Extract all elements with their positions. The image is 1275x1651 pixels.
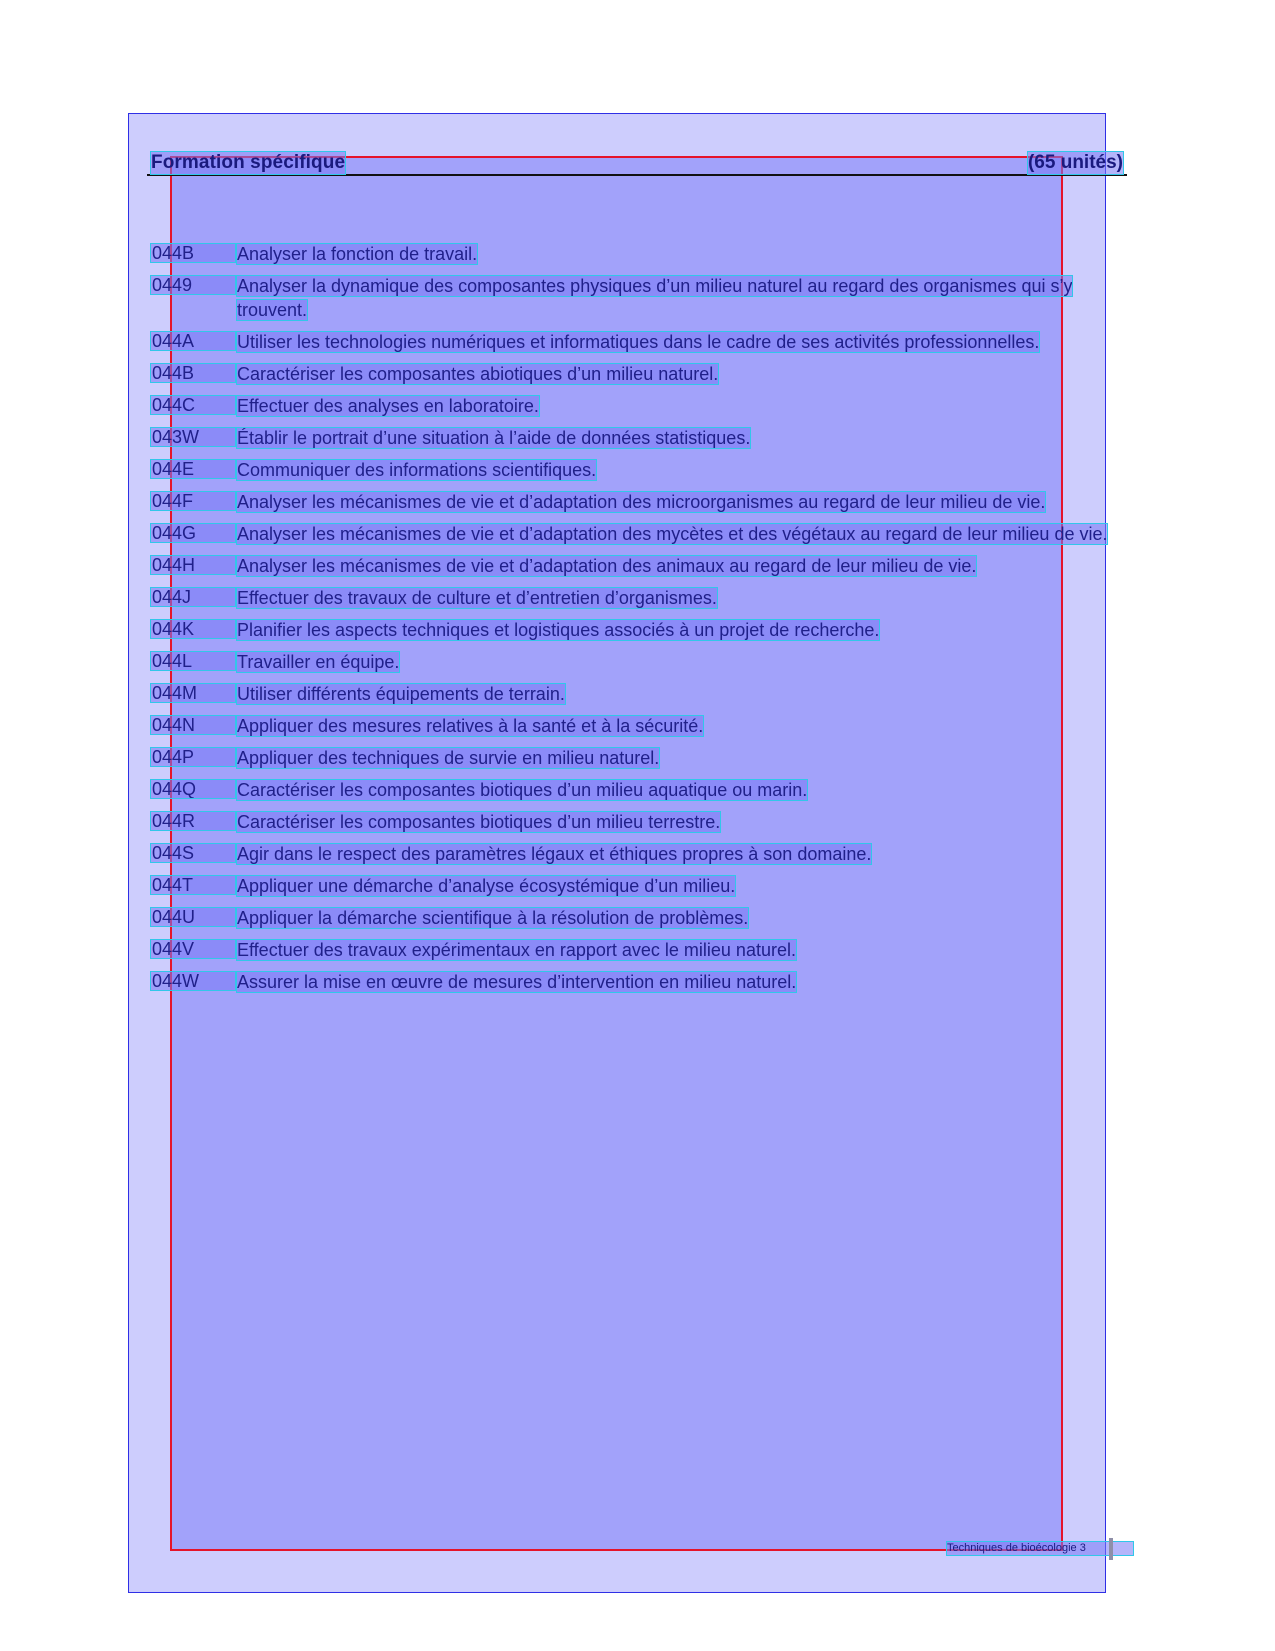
- competency-code: 044U: [151, 908, 235, 926]
- list-item: [151, 394, 1116, 418]
- list-item: [151, 682, 1116, 706]
- competency-text: Appliquer une démarche d’analyse écosystémique d’un milieu.: [237, 876, 736, 896]
- competency-code: 0449: [151, 276, 235, 294]
- list-item: [151, 362, 1116, 386]
- competency-code: 044J: [151, 588, 235, 606]
- competency-text: Établir le portrait d’une situation à l’aide de données statistiques.: [237, 428, 751, 448]
- list-item: [151, 522, 1116, 546]
- list-item: [151, 490, 1116, 514]
- list-item: [151, 874, 1116, 898]
- list-item: [151, 778, 1116, 802]
- competency-text: Appliquer la démarche scientifique à la résolution de problèmes.: [237, 908, 749, 928]
- competency-text: Caractériser les composantes biotiques d’un milieu terrestre.: [237, 812, 721, 832]
- list-item: [151, 842, 1116, 866]
- competency-code: 044K: [151, 620, 235, 638]
- competency-code: 044R: [151, 812, 235, 830]
- list-item: [151, 618, 1116, 642]
- list-item: [151, 906, 1116, 930]
- competency-code: 044M: [151, 684, 235, 702]
- competency-code: 044A: [151, 332, 235, 350]
- competency-code: 043W: [151, 428, 235, 446]
- section-header: [147, 150, 1127, 176]
- competency-text: Analyser la fonction de travail.: [237, 244, 478, 264]
- list-item: [151, 274, 1116, 322]
- list-item: [151, 650, 1116, 674]
- competency-text: Analyser la dynamique des composantes physiques d’un milieu naturel au regard des organismes qui s’y trouvent.: [237, 276, 1073, 320]
- competency-code: 044W: [151, 972, 235, 990]
- list-item: [151, 970, 1116, 994]
- list-item: [151, 586, 1116, 610]
- list-item: [151, 810, 1116, 834]
- competency-code: 044B: [151, 244, 235, 262]
- section-units: (65 unités): [1027, 152, 1123, 173]
- competency-text: Caractériser les composantes biotiques d’un milieu aquatique ou marin.: [237, 780, 808, 800]
- competency-text: Appliquer des techniques de survie en milieu naturel.: [237, 748, 660, 768]
- list-item: [151, 242, 1116, 266]
- list-item: [151, 554, 1116, 578]
- competency-text: Effectuer des travaux expérimentaux en rapport avec le milieu naturel.: [237, 940, 796, 960]
- list-item: [151, 746, 1116, 770]
- competency-text: Utiliser différents équipements de terrain.: [237, 684, 565, 704]
- competency-text: Analyser les mécanismes de vie et d’adaptation des animaux au regard de leur milieu de vie.: [237, 556, 977, 576]
- list-item: [151, 714, 1116, 738]
- competency-code: 044E: [151, 460, 235, 478]
- footer-tick-mark: [1109, 1538, 1113, 1560]
- footer-page-number: 3: [1079, 1542, 1086, 1554]
- competency-code: 044C: [151, 396, 235, 414]
- competency-text: Assurer la mise en œuvre de mesures d’intervention en milieu naturel.: [237, 972, 797, 992]
- footer-program-label: [947, 1542, 1133, 1555]
- competency-text: Planifier les aspects techniques et logistiques associés à un projet de recherche.: [237, 620, 880, 640]
- list-item: [151, 938, 1116, 962]
- competency-text: Effectuer des analyses en laboratoire.: [237, 396, 539, 416]
- competency-text: Caractériser les composantes abiotiques d’un milieu naturel.: [237, 364, 719, 384]
- list-item: [151, 458, 1116, 482]
- competency-code: 044G: [151, 524, 235, 542]
- competency-list: [151, 242, 1116, 1002]
- competency-text: Analyser les mécanismes de vie et d’adaptation des microorganismes au regard de leur milieu de vie.: [237, 492, 1046, 512]
- competency-code: 044Q: [151, 780, 235, 798]
- competency-code: 044P: [151, 748, 235, 766]
- footer-program-name: Techniques de bioécologie: [947, 1542, 1077, 1554]
- competency-text: Travailler en équipe.: [237, 652, 400, 672]
- competency-text: Appliquer des mesures relatives à la santé et à la sécurité.: [237, 716, 704, 736]
- competency-code: 044S: [151, 844, 235, 862]
- competency-text: Agir dans le respect des paramètres légaux et éthiques propres à son domaine.: [237, 844, 872, 864]
- competency-code: 044F: [151, 492, 235, 510]
- list-item: [151, 330, 1116, 354]
- competency-code: 044H: [151, 556, 235, 574]
- competency-code: 044V: [151, 940, 235, 958]
- competency-code: 044N: [151, 716, 235, 734]
- competency-code: 044T: [151, 876, 235, 894]
- competency-text: Utiliser les technologies numériques et informatiques dans le cadre de ses activités professionnelles.: [237, 332, 1040, 352]
- competency-text: Analyser les mécanismes de vie et d’adaptation des mycètes et des végétaux au regard de leur milieu de vie.: [237, 524, 1108, 544]
- section-title: Formation spécifique: [151, 152, 346, 173]
- competency-text: Communiquer des informations scientifiques.: [237, 460, 597, 480]
- competency-code: 044B: [151, 364, 235, 382]
- competency-code: 044L: [151, 652, 235, 670]
- competency-text: Effectuer des travaux de culture et d’entretien d’organismes.: [237, 588, 717, 608]
- list-item: [151, 426, 1116, 450]
